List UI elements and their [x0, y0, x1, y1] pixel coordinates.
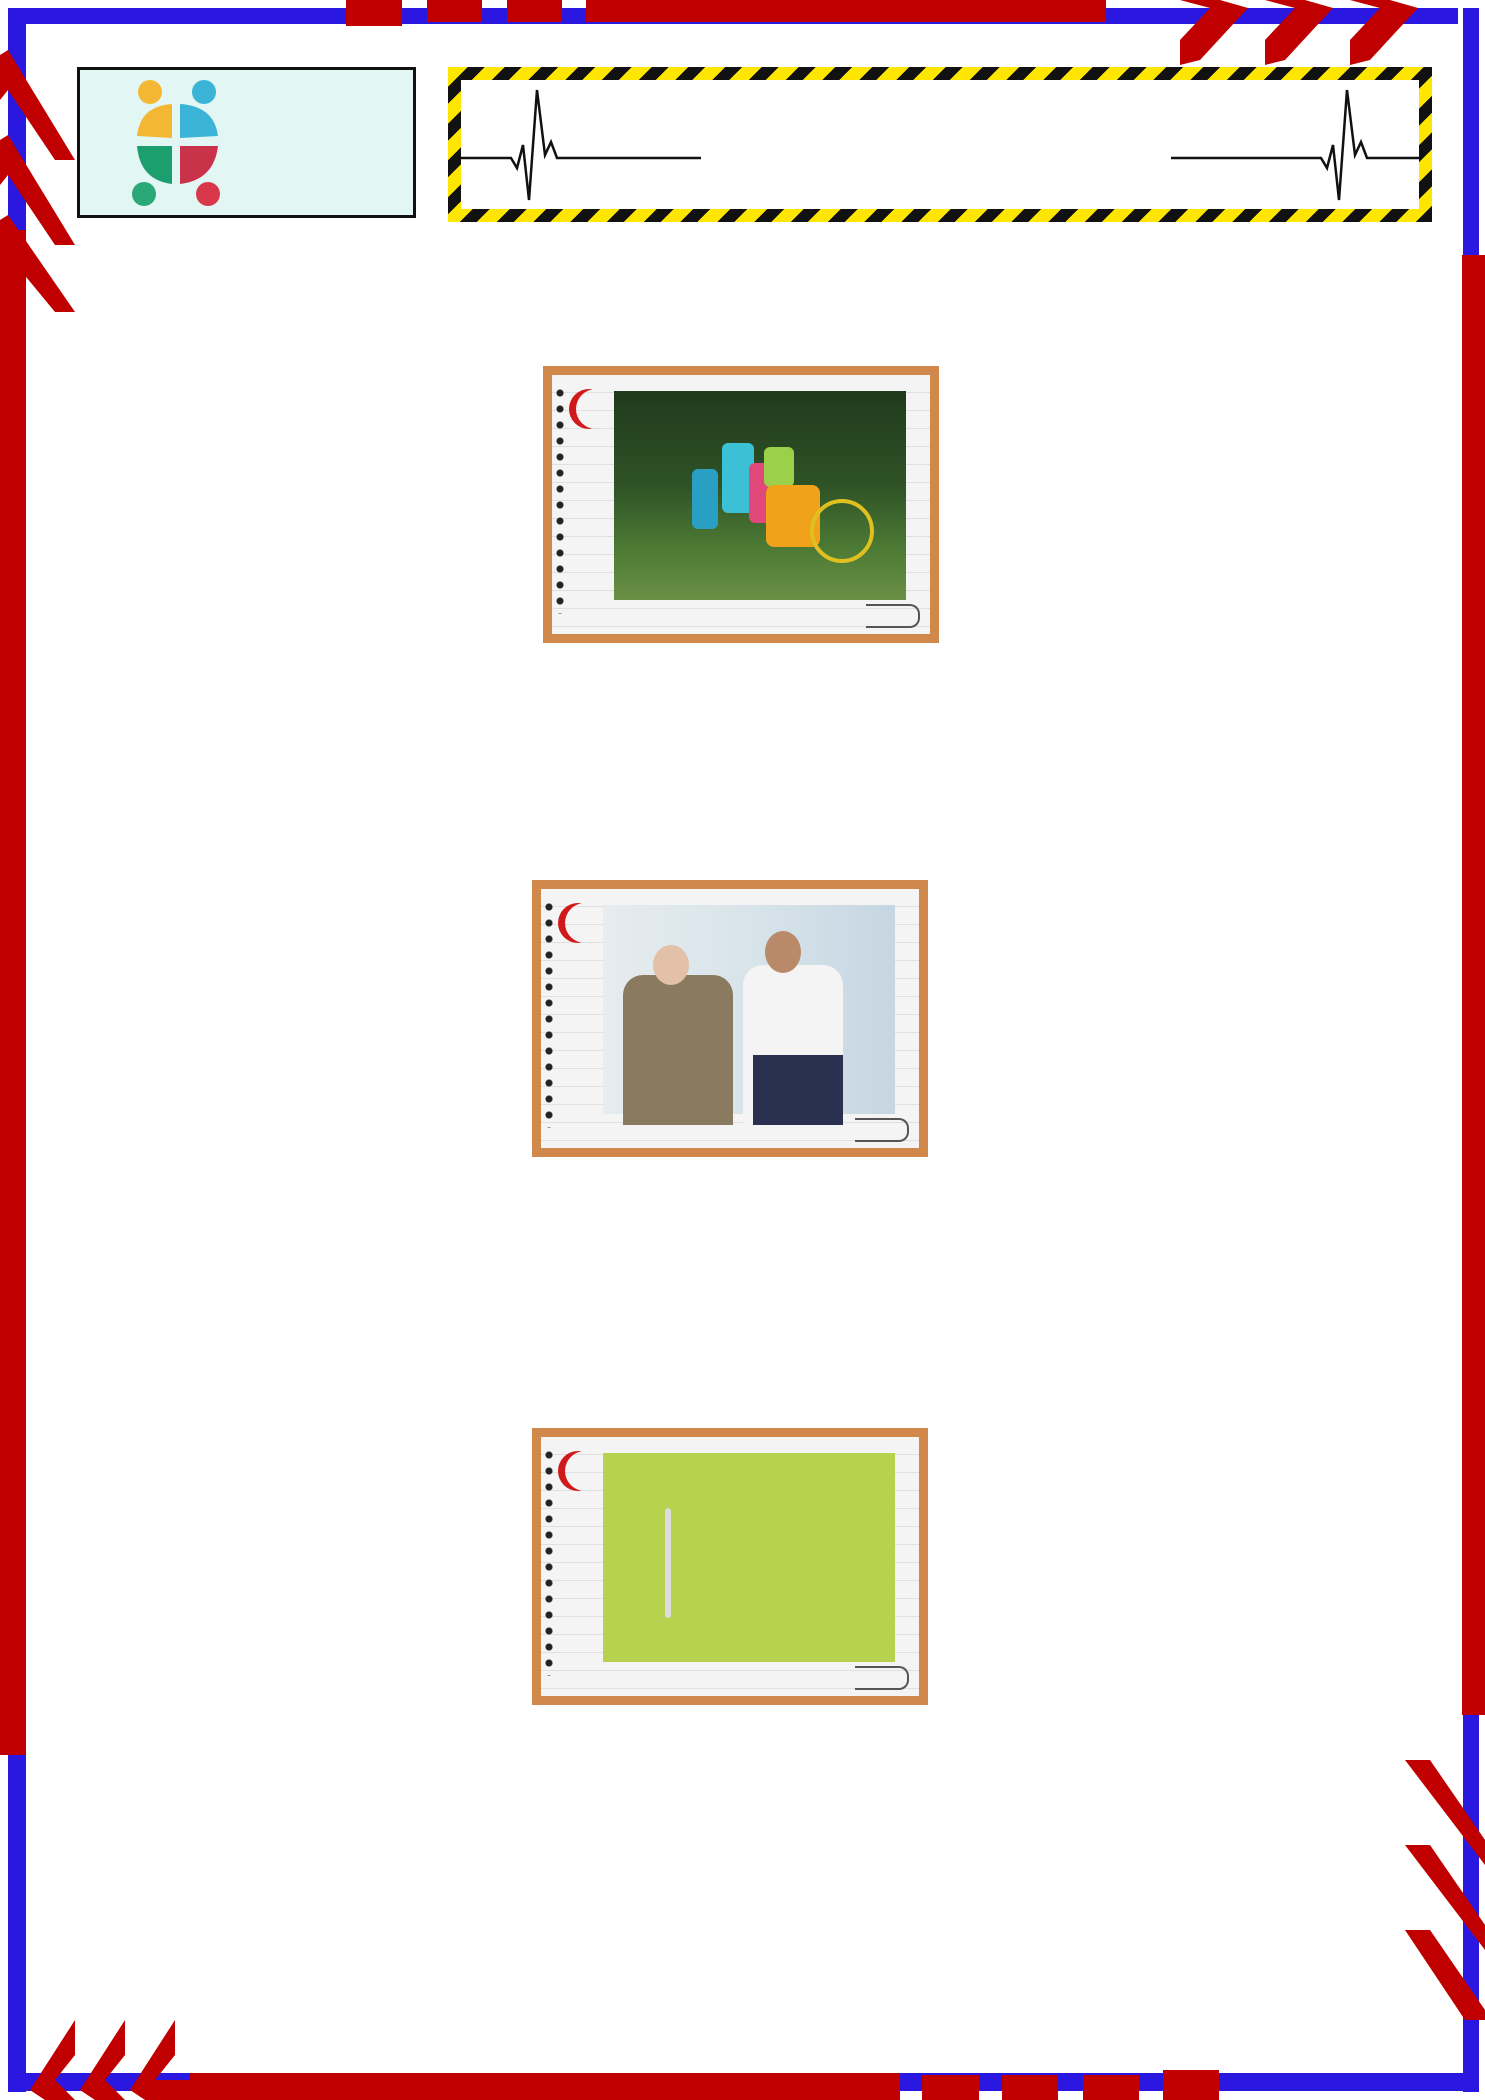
title-banner [448, 67, 1432, 222]
frame-bottom-block [1163, 2070, 1219, 2100]
spiral-binding [546, 387, 566, 614]
chevron-right-icon [1170, 0, 1470, 70]
chevron-left-icon [25, 2020, 205, 2100]
frame-bottom-bar [190, 2073, 900, 2100]
frame-bottom-block [1002, 2075, 1058, 2100]
frame-left-bar [0, 230, 26, 1755]
pencil-doodle-icon [855, 1666, 909, 1690]
frame-bottom-block [922, 2075, 979, 2100]
question-image-2 [532, 880, 928, 1157]
frame-top-bar [586, 0, 1106, 22]
people-circle-icon [122, 76, 232, 211]
balanced-meal-photo [603, 1453, 895, 1662]
spiral-binding [535, 1449, 555, 1676]
question-image-3 [532, 1428, 928, 1705]
chevron-down-icon [1405, 1760, 1485, 2020]
heartbeat-icon [461, 80, 1419, 209]
option-a[interactable] [155, 1285, 213, 1319]
children-playing-photo [614, 391, 906, 600]
option-b[interactable] [155, 1338, 213, 1372]
pencil-doodle-icon [855, 1118, 909, 1142]
frame-top-block [346, 0, 402, 26]
frame-top-block [507, 0, 562, 22]
option-c[interactable] [645, 745, 703, 779]
option-b[interactable] [155, 796, 213, 830]
power-logo [77, 67, 416, 218]
elderly-man-doctor-photo [603, 905, 895, 1114]
crescent-icon [576, 389, 616, 429]
frame-right-bar [1462, 255, 1485, 1715]
option-c[interactable] [645, 1285, 703, 1319]
frame-bottom-block [1083, 2075, 1139, 2100]
option-a[interactable] [155, 745, 213, 779]
question-image-1 [543, 366, 939, 643]
spiral-binding [535, 901, 555, 1128]
pencil-doodle-icon [866, 604, 920, 628]
crescent-icon [565, 1451, 605, 1491]
option-d[interactable] [645, 1338, 703, 1372]
frame-top-block [427, 0, 482, 22]
crescent-icon [565, 903, 605, 943]
option-d[interactable] [645, 796, 703, 830]
